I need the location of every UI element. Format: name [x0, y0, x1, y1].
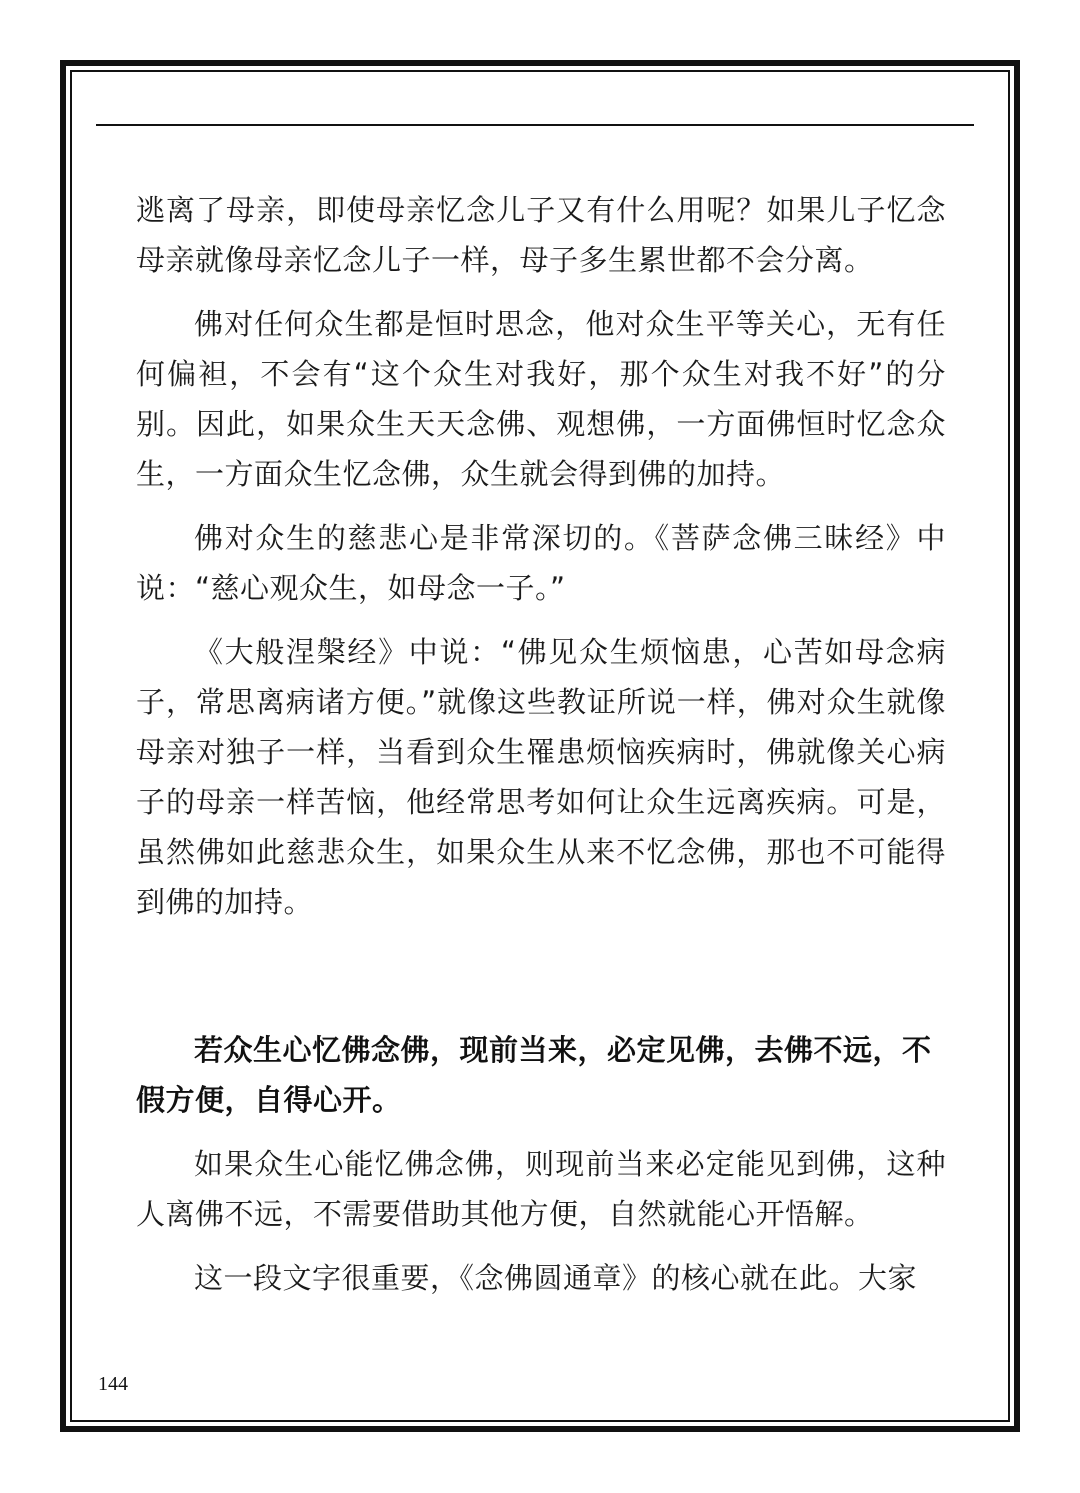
paragraph-4: 《大般涅槃经》中说：“佛见众生烦恼患，心苦如母念病子，常思离病诸方便。”就像这些教证所说一样，佛对众生就像母亲对独子一样，当看到众生罹患烦恼疾病时，佛就像关心病子的母亲一样苦恼，他经常思考如何让众生远离疾病。可是，虽然佛如此慈悲众生，如果众生从来不忆念佛，那也不可能得到佛的加持。 [136, 635, 946, 919]
page-body [136, 185, 946, 1317]
paragraph-3: 佛对众生的慈悲心是非常深切的。《菩萨念佛三昧经》中说：“慈心观众生，如母念一子。” [136, 521, 946, 605]
sutra-quote-heading: 若众生心忆佛念佛，现前当来，必定见佛，去佛不远，不假方便，自得心开。 [136, 1033, 932, 1117]
paragraph-6: 这一段文字很重要，《念佛圆通章》的核心就在此。大家 [194, 1261, 918, 1295]
paragraph-1: 逃离了母亲，即使母亲忆念儿子又有什么用呢？如果儿子忆念母亲就像母亲忆念儿子一样，母子多生累世都不会分离。 [136, 193, 946, 277]
paragraph-5: 如果众生心能忆佛念佛，则现前当来必定能见到佛，这种人离佛不远，不需要借助其他方便，自然就能心开悟解。 [136, 1147, 946, 1231]
paragraph-2: 佛对任何众生都是恒时思念，他对众生平等关心，无有任何偏袒，不会有“这个众生对我好，那个众生对我不好”的分别。因此，如果众生天天念佛、观想佛，一方面佛恒时忆念众生，一方面众生忆念佛，众生就会得到佛的加持。 [136, 307, 946, 491]
header-rule [96, 124, 974, 126]
page-number: 144 [98, 1373, 128, 1395]
